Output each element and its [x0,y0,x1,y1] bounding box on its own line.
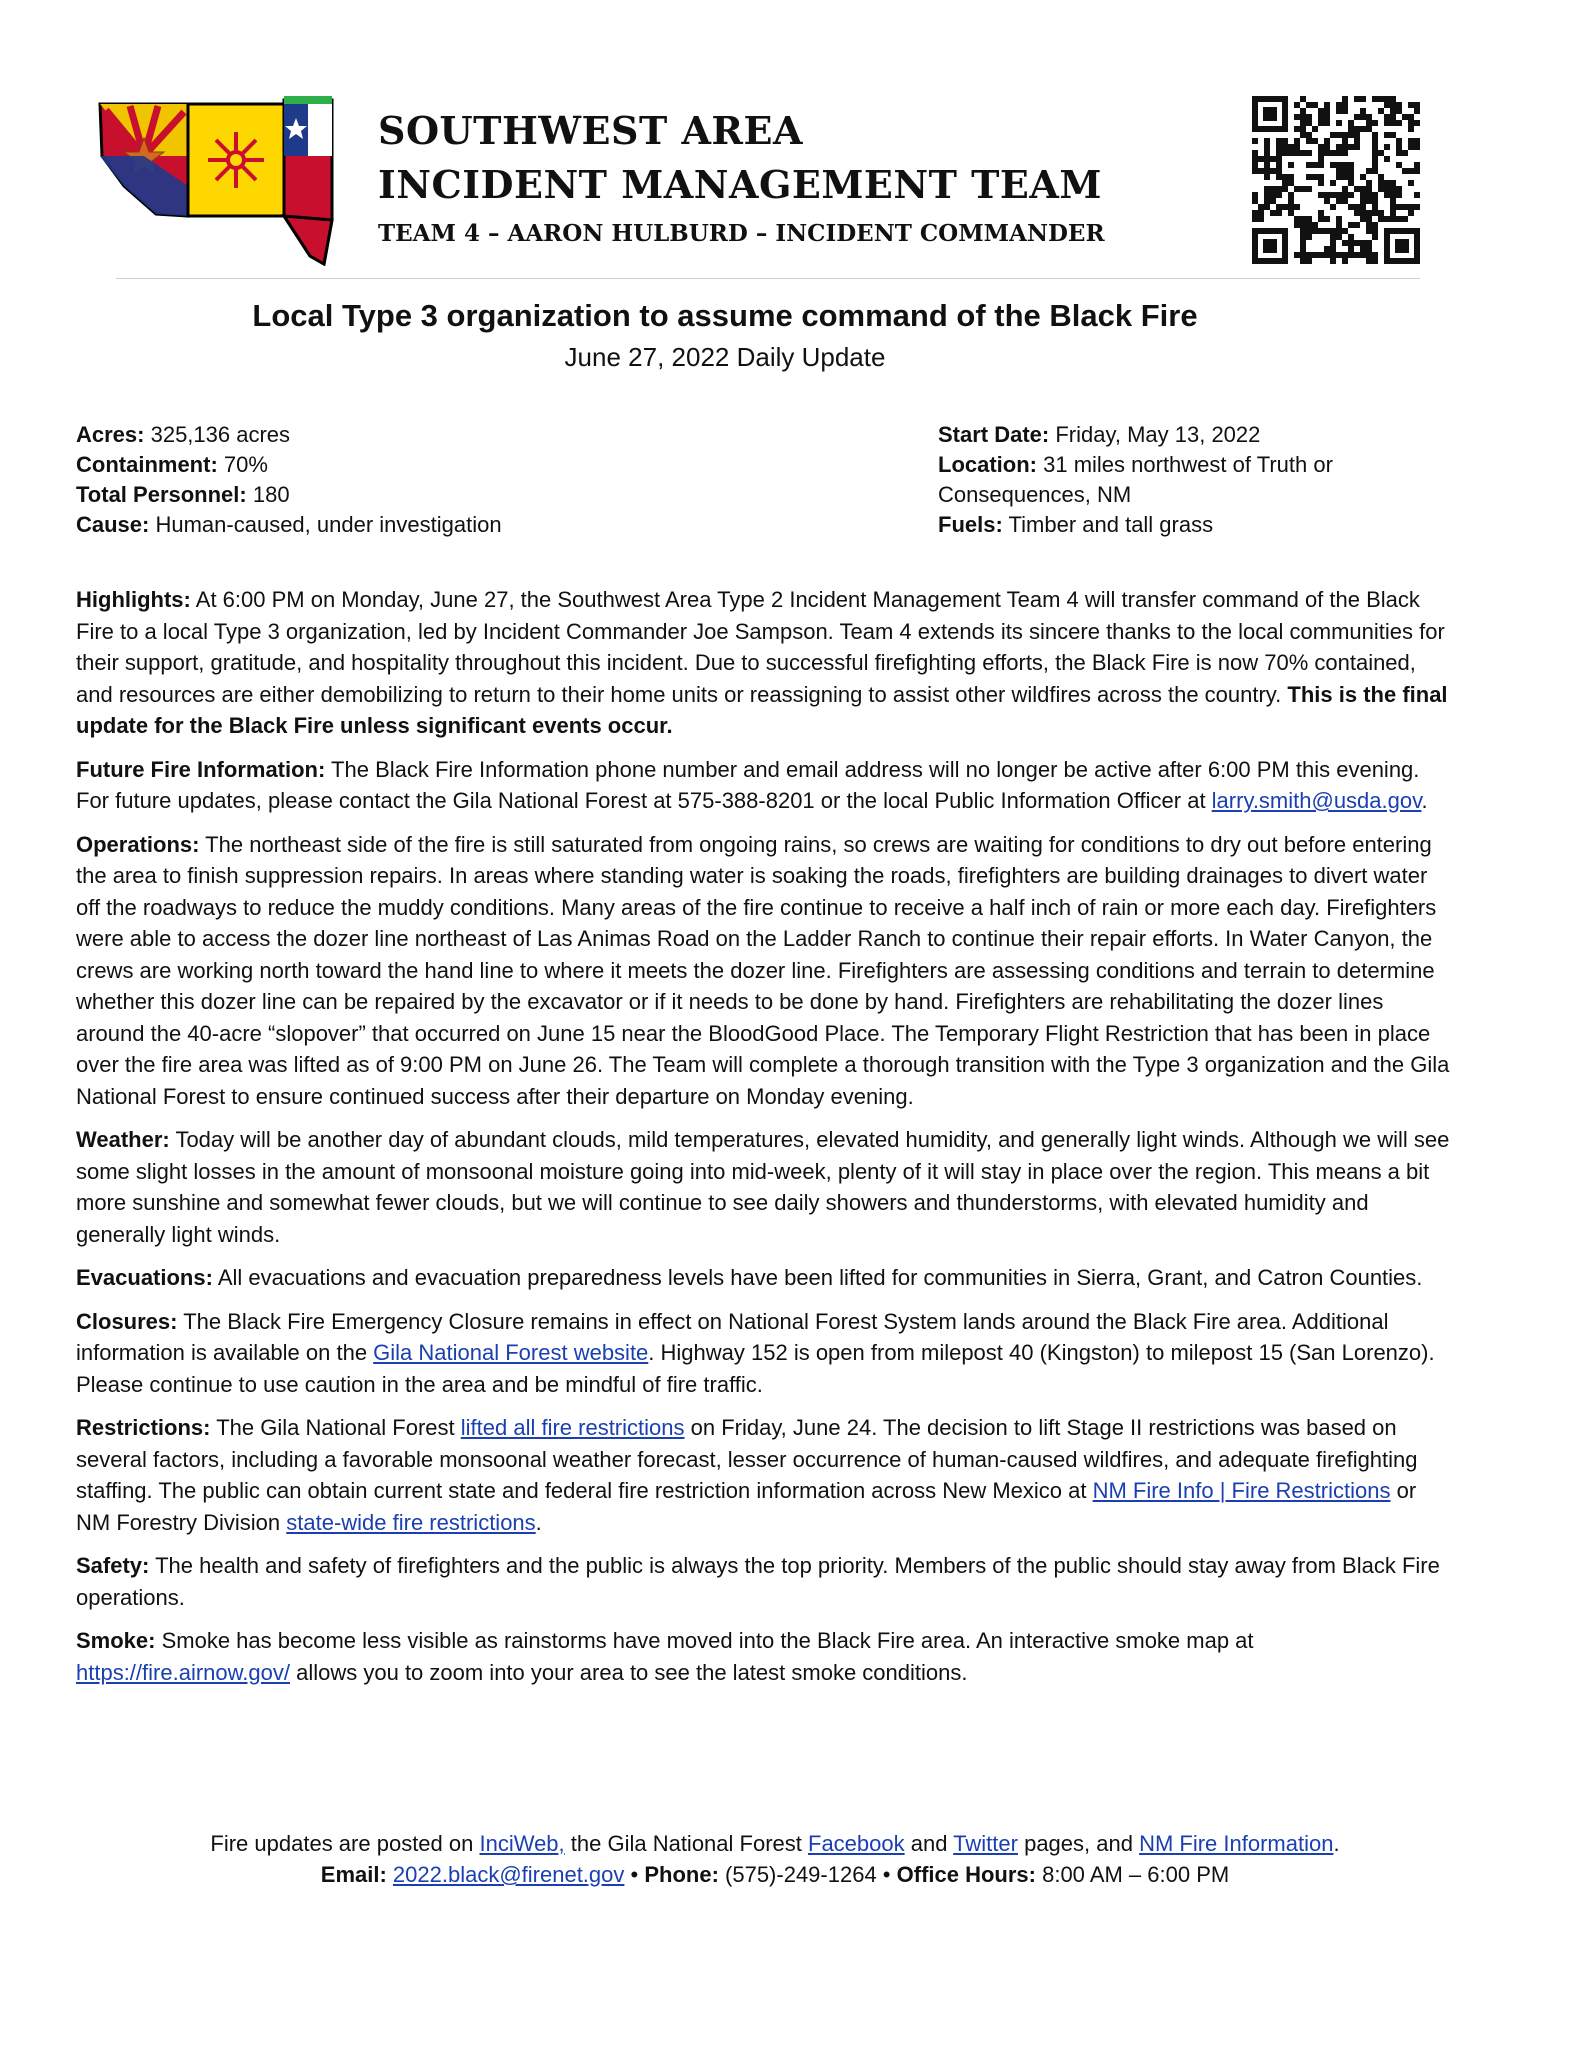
fact-label: Cause: [76,512,150,537]
twitter-link[interactable]: Twitter [953,1831,1018,1856]
fact-start-date [938,420,1438,450]
fire-facts-left [76,420,856,540]
footer-text: and [904,1831,954,1856]
footer-line-contact [0,1859,1550,1890]
bullet-separator: • [876,1862,897,1887]
page-subtitle: June 27, 2022 Daily Update [564,342,886,372]
section-operations [76,829,1454,1113]
section-text: At 6:00 PM on Monday, June 27, the Southwest Area Type 2 Incident Management Team 4 will transfer command of the Black Fire to a local Type 3 organization, led by Incident Commander Joe Sampson. Team 4 extends its sincere thanks to the local communities for their support, gratitude, and hospitality throughout this incident. Due to successful firefighting efforts, the Black Fire is now 70% contained, and resources are either demobilizing to return to their home units or reassigning to assist other wildfires across the country. [76,587,1445,707]
gila-website-link[interactable]: Gila National Forest website [373,1340,649,1365]
qr-code-icon [1252,96,1420,264]
team-heading [378,104,1105,247]
footer-text: . [1333,1831,1340,1856]
fact-fuels [938,510,1438,540]
footer-text: pages, and [1017,1831,1140,1856]
section-label: Evacuations: [76,1265,213,1290]
email-label: Email: [320,1862,387,1887]
contact-email-link[interactable]: 2022.black@firenet.gov [392,1862,625,1887]
header-divider [116,278,1420,279]
fact-value: Timber and tall grass [1002,512,1214,537]
footer-text: Fire updates are posted on [210,1831,480,1856]
fact-personnel [76,480,856,510]
section-text: The Gila National Forest [210,1415,461,1440]
airnow-link[interactable]: https://fire.airnow.gov/ [76,1659,290,1685]
office-hours: 8:00 AM – 6:00 PM [1035,1862,1230,1887]
bullet-separator: • [624,1862,645,1887]
fact-label: Containment: [76,452,218,477]
phone-label: Phone: [644,1862,719,1887]
incident-commander-line: TEAM 4 – AARON HULBURD – INCIDENT COMMANDER [378,220,1105,247]
section-label: Future Fire Information: [76,756,326,782]
final-update-notice: This is the final update for the Black Fire unless significant events occur. [76,681,1448,738]
section-text: The northeast side of the fire is still saturated from ongoing rains, so crews are waiting for conditions to dry out before entering the area to finish suppression repairs. In areas where standing water is soaking the roads, firefighters are building drainages to divert water off the roadways to reduce the muddy conditions. Many areas of the fire continue to receive a half inch of rain or more each day. Firefighters were able to access the dozer line northeast of Las Animas Road on the Ladder Ranch to continue their repair efforts. In Water Canyon, the crews are working north toward the hand line to where it meets the dozer line. Firefighters are assessing conditions and terrain to determine whether this dozer line can be repaired by the excavator or if it needs to be done by hand. Firefighters are rehabilitating the dozer lines around the 40-acre “slopover” that occurred on June 15 near the BloodGood Place. The Temporary Flight Restriction that has been in place over the fire area was lifted as of 9:00 PM on June 26. The Team will complete a thorough transition with the Type 3 organization and the Gila National Forest to ensure continued success after their departure on Monday evening. [76,831,1450,1109]
nm-fire-restrictions-link[interactable]: NM Fire Info | Fire Restrictions [1092,1478,1391,1503]
fire-facts-right [938,420,1438,540]
fact-label: Location: [938,452,1037,477]
section-label: Safety: [76,1553,150,1578]
section-smoke [76,1625,1454,1688]
section-text: . Highway 152 is open from milepost 40 (Kingston) to milepost 15 (San Lorenzo). Please continue to use caution in the area and be mindful of fire traffic. [76,1340,1435,1397]
fact-label: Fuels: [938,512,1003,537]
section-text: Smoke has become less visible as rainstorms have moved into the Black Fire area. An interactive smoke map at [155,1628,1254,1653]
phone-number: (575)-249-1264 [718,1862,877,1887]
section-label: Closures: [76,1308,178,1334]
section-label: Smoke: [76,1628,156,1653]
team-name-line1: SOUTHWEST AREA [378,108,803,153]
section-label: Highlights: [76,587,191,612]
section-text: The Black Fire Information phone number and email address will no longer be active after 6:00 PM this evening. For future updates, please contact the Gila National Forest at 575-388-8201 or the local Public Information Officer at [76,756,1420,813]
section-label: Weather: [76,1127,170,1152]
fact-value: 325,136 acres [144,422,291,447]
section-text-end: . [1421,788,1428,813]
pio-email-link[interactable]: larry.smith@usda.gov [1211,788,1422,813]
office-hours-label: Office Hours: [896,1862,1036,1887]
team-name-line2: INCIDENT MANAGEMENT TEAM [378,162,1102,207]
section-future-info [76,754,1454,817]
fact-cause [76,510,856,540]
fact-label: Total Personnel: [76,482,247,507]
fact-value: 70% [217,452,268,477]
section-safety [76,1550,1454,1613]
section-restrictions [76,1412,1454,1538]
section-closures [76,1306,1454,1401]
fact-value: Friday, May 13, 2022 [1049,422,1261,447]
nm-fire-information-link[interactable]: NM Fire Information [1139,1831,1334,1856]
fact-containment [76,450,856,480]
fact-acres [76,420,856,450]
update-body [76,584,1454,1700]
fact-value: 31 miles northwest of Truth or Consequences, NM [938,452,1333,507]
section-weather [76,1124,1454,1250]
facebook-link[interactable]: Facebook [808,1831,905,1856]
page-title: Local Type 3 organization to assume command of the Black Fire [252,298,1198,333]
section-text: The health and safety of firefighters and the public is always the top priority. Members of the public should stay away from Black Fire operations. [76,1553,1440,1610]
fact-label: Acres: [76,422,145,447]
statewide-restrictions-link[interactable]: state-wide fire restrictions [286,1509,536,1535]
lifted-restrictions-link[interactable]: lifted all fire restrictions [460,1415,685,1440]
fact-label: Start Date: [938,422,1050,447]
fact-value: 180 [246,482,290,507]
section-text: The Black Fire Emergency Closure remains in effect on National Forest System lands around the Black Fire area. Additional information is available on the [76,1308,1389,1365]
section-text: or NM Forestry Division [76,1478,1417,1535]
section-text-end: . [535,1509,542,1535]
section-highlights [76,584,1454,742]
section-text: allows you to zoom into your area to see the latest smoke conditions. [290,1659,968,1685]
section-text: on Friday, June 24. The decision to lift Stage II restrictions was based on several factors, including a favorable monsoonal weather forecast, lesser occurrence of human-caused wildfires, and adequate firefighting staffing. The public can obtain current state and federal fire restriction information across New Mexico at [76,1415,1418,1503]
section-evacuations [76,1262,1454,1294]
footer-text: the Gila National Forest [564,1831,808,1856]
section-text: All evacuations and evacuation preparedness levels have been lifted for communities in Sierra, Grant, and Catron Counties. [212,1265,1423,1290]
southwest-states-logo-icon [96,96,336,266]
inciweb-link[interactable]: InciWeb, [479,1831,565,1856]
section-text: Today will be another day of abundant clouds, mild temperatures, elevated humidity, and generally light winds. Although we will see some slight losses in the amount of monsoonal moisture going into mid-week, plenty of it will stay in place over the region. This means a bit more sunshine and somewhat fewer clouds, but we will continue to see daily showers and thunderstorms, with elevated humidity and generally light winds. [76,1127,1450,1247]
section-label: Restrictions: [76,1415,211,1440]
section-label: Operations: [76,831,200,857]
footer-line-updates [0,1828,1550,1859]
fact-value: Human-caused, under investigation [149,512,502,537]
fact-location [938,450,1438,510]
contact-footer [0,1828,1550,1890]
